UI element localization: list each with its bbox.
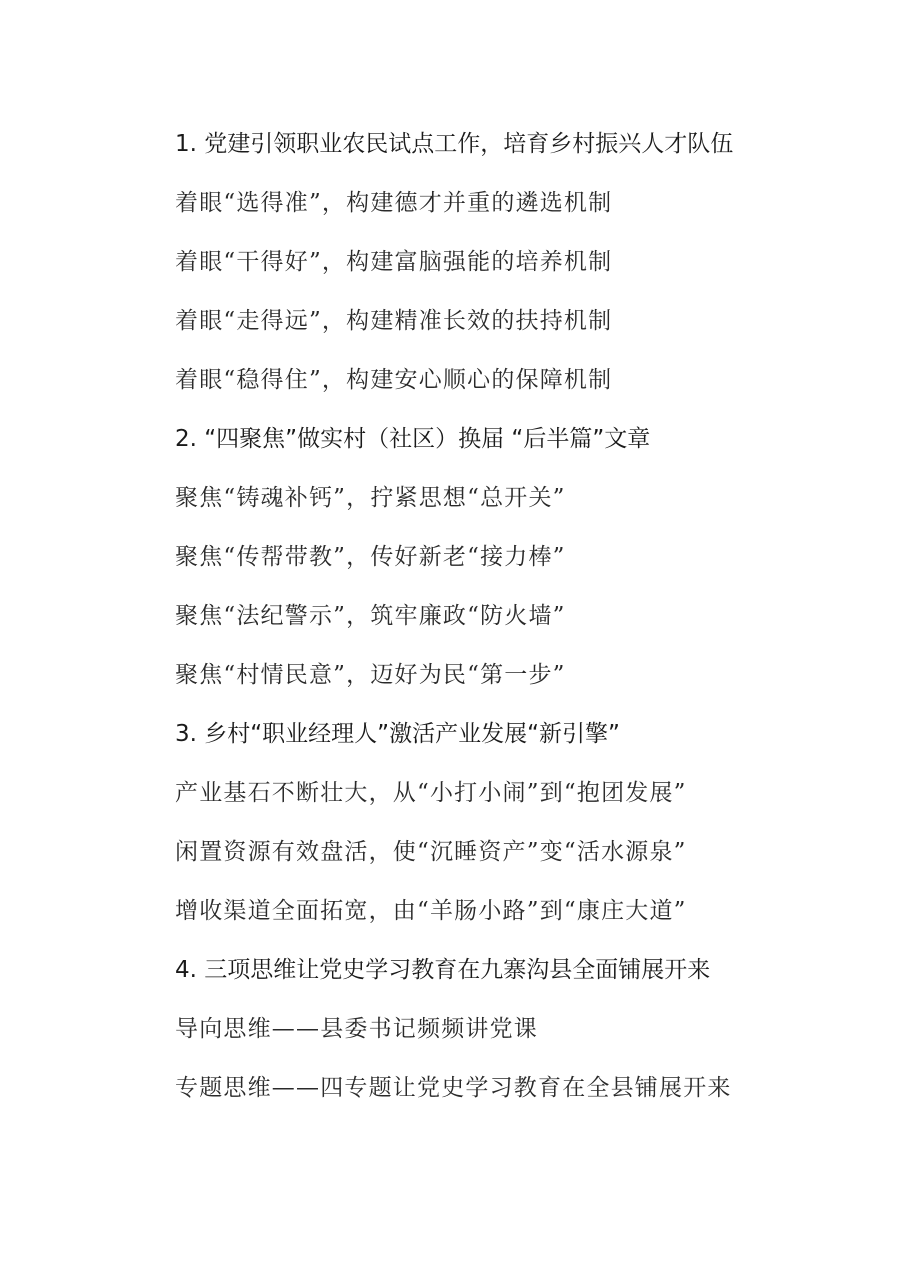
list-item: 增收渠道全面拓宽，由“羊肠小路”到“康庄大道” <box>175 898 687 924</box>
section-4 <box>175 952 875 1107</box>
list-item: 产业基石不断壮大，从“小打小闹”到“抱团发展” <box>175 780 687 806</box>
section-3 <box>175 716 875 930</box>
document-body <box>175 126 875 1129</box>
list-item: 聚焦“法纪警示”，筑牢廉政“防火墙” <box>175 603 566 629</box>
list-item: 专题思维——四专题让党史学习教育在全县铺展开来 <box>175 1075 732 1101</box>
section-1 <box>175 126 875 399</box>
list-item: 着眼“干得好”，构建富脑强能的培养机制 <box>175 249 613 275</box>
section-heading: 2. “四聚焦”做实村（社区）换届 “后半篇”文章 <box>175 426 651 452</box>
list-item: 聚焦“村情民意”，迈好为民“第一步” <box>175 662 566 688</box>
section-heading: 3. 乡村“职业经理人”激活产业发展“新引擎” <box>175 721 620 747</box>
list-item: 着眼“稳得住”，构建安心顺心的保障机制 <box>175 367 613 393</box>
list-item: 导向思维——县委书记频频讲党课 <box>175 1016 538 1042</box>
section-2 <box>175 421 875 694</box>
section-heading: 4. 三项思维让党史学习教育在九寨沟县全面铺展开来 <box>175 957 711 983</box>
list-item: 聚焦“铸魂补钙”，拧紧思想“总开关” <box>175 485 566 511</box>
list-item: 着眼“走得远”，构建精准长效的扶持机制 <box>175 308 613 334</box>
list-item: 聚焦“传帮带教”，传好新老“接力棒” <box>175 544 566 570</box>
list-item: 闲置资源有效盘活，使“沉睡资产”变“活水源泉” <box>175 839 687 865</box>
list-item: 着眼“选得准”，构建德才并重的遴选机制 <box>175 190 613 216</box>
section-heading: 1. 党建引领职业农民试点工作，培育乡村振兴人才队伍 <box>175 131 734 157</box>
